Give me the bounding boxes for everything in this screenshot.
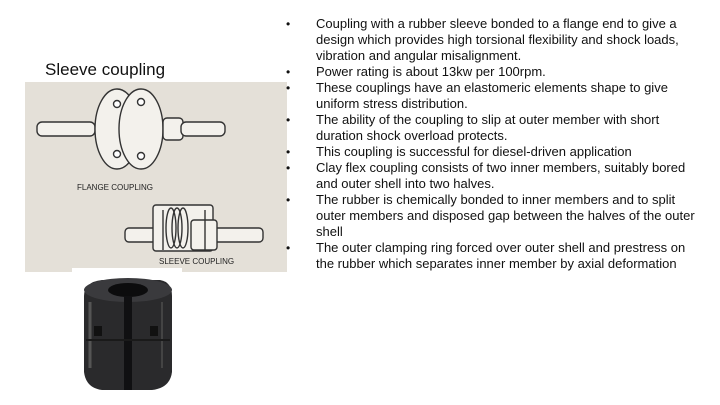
bullet-dot: • bbox=[286, 161, 291, 175]
coupling-photo-graphic bbox=[72, 268, 182, 396]
coupling-photo bbox=[72, 268, 182, 396]
bullet-dot: • bbox=[286, 145, 291, 159]
bullet-item: • Power rating is about 13kw per 100rpm. bbox=[286, 64, 546, 79]
bullet-item: • Clay flex coupling consists of two inner members, suitably bored and outer shell into two halves. bbox=[286, 160, 686, 191]
bullet-dot: • bbox=[286, 241, 291, 255]
bullet-dot: • bbox=[286, 17, 291, 31]
coupling-drawings bbox=[25, 82, 287, 272]
flange-coupling-label: FLANGE COUPLING bbox=[77, 183, 154, 192]
coupling-sketch-figure bbox=[25, 82, 287, 272]
bullet-item: • The rubber is chemically bonded to inner members and to split outer members and disposed gap between the halves of the outer shell bbox=[286, 192, 695, 239]
slide-title: Sleeve coupling bbox=[45, 60, 166, 79]
bullet-dot: • bbox=[286, 113, 291, 127]
bullet-list bbox=[283, 16, 703, 272]
bullet-dot: • bbox=[286, 193, 291, 207]
bullet-item: • The ability of the coupling to slip at outer member with short duration shock overload protects. bbox=[286, 112, 660, 143]
bullet-item: • This coupling is successful for diesel-driven application bbox=[286, 144, 632, 159]
bullet-dot: • bbox=[286, 65, 291, 79]
sleeve-coupling-label: SLEEVE COUPLING bbox=[159, 257, 235, 266]
bullet-item: • Coupling with a rubber sleeve bonded to a flange end to give a design which provides high torsional flexibility and shock loads, vibration and angular misalignment. bbox=[286, 16, 679, 63]
bullet-dot: • bbox=[286, 81, 291, 95]
bullet-item: • These couplings have an elastomeric elements shape to give uniform stress distribution. bbox=[286, 80, 668, 111]
bullet-item: • The outer clamping ring forced over outer shell and prestress on the rubber which separates inner member by axial deformation bbox=[286, 240, 686, 271]
